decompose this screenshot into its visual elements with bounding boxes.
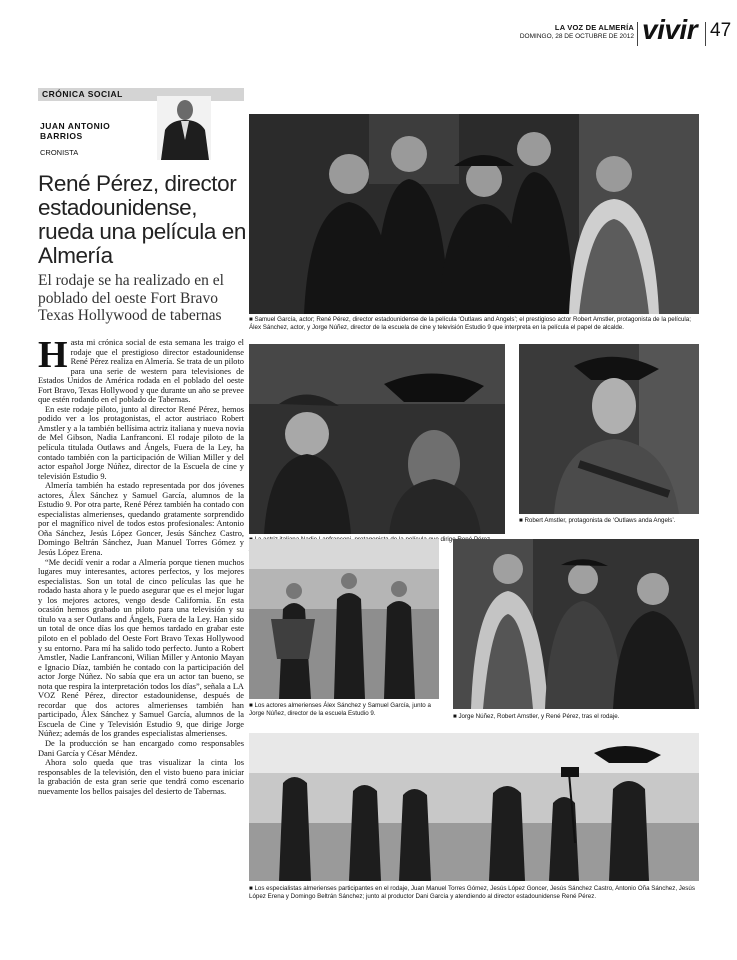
group-photo [249, 114, 699, 314]
body-paragraph: En este rodaje piloto, junto al director René Pérez, hemos podido ver a los protagonistas, el actor austriaco Robert Amstler y a la también bellísima actriz italiana y nueva novia de Mel Gibson, Nadia Lanfranconi. El rodaje piloto de la película titulada Outlaws and Ángels, Fuera de la Ley, ha contado también con la participación de Wilian Miller y del actor español Jorge Núñez, director de la Escuela de cine y televisión Estudio 9. [38, 404, 244, 481]
author-name: JUAN ANTONIO BARRIOS [40, 121, 111, 141]
dropcap: H [38, 338, 68, 376]
crew-photo [249, 733, 699, 881]
body-paragraph: Ahora solo queda que tras visualizar la cinta los responsables de la televisión, den el visto bueno para iniciar la grabación de esta gran serie que tendrá como escenario nuevamente los bellos paisajes del desierto de Tabernas. [38, 758, 244, 796]
photo-caption: ■ Robert Amstler, protagonista de ‘Outlaws anda Angels’. [519, 517, 676, 524]
section-rubric: CRÓNICA SOCIAL [38, 88, 244, 101]
author-portrait [157, 96, 211, 160]
header-divider [705, 22, 706, 46]
body-paragraph: “Me decidí venir a rodar a Almería porque tienen muchos lugares muy interesantes, actores perfectos, y los mejores especialistas. Son un total de cinco películas las que he rodado hasta ahora y le puedo asegurar que es el mejor lugar y los mejores actores, vengo desde California. En esta ocasión hemos grabado un piloto para una televisión y su título va a ser Outlans and Ángels, Fuera de la Ley. Han sido un total de once días los que hemos tardado en grabar este piloto en el poblado del Oeste Fort Bravo Texas Hollywood y su entorno. Para mí ha salido todo perfecto. Junto a Robert Amstler, Nadie Lanfranconi, Wilian Miller y Antonio Mayan e Ignacio Díaz, también he contado con la participación del actor Jorge Núñez. No sabía que era un actor tan bueno, se nota que respira la interpretación todos los días”, señala a LA VOZ René Pérez, director estadounidense, después de recordar que dos actores almerienses también han participado, Álex Sánchez y Samuel García, alumnos de la Escuela de Cine y Televisión Estudio 9, que dirige Jorge Núñez; además de los grandes especialistas almerienses. [38, 557, 244, 739]
amstler-photo [519, 344, 699, 514]
header-divider [637, 22, 638, 46]
photo-caption: ■ Los actores almerienses Álex Sánchez y Samuel García, junto a Jorge Núñez, director de la escuela Estudio 9. [249, 702, 431, 717]
photo-caption: ■ Jorge Núñez, Robert Amstler, y René Pérez, tras el rodaje. [453, 713, 620, 720]
body-paragraph: Almería también ha estado representada por dos jóvenes actores, Álex Sánchez y Samuel García, alumnos de la Estudio 9. Por otra parte, René Pérez también ha contado con especialistas almerienses, quedando gratamente sorprendido por el magnífico nivel de todos estos profesionales: Antonio Oña Sánchez, Jesús López Goncer, Jesús Sánchez Castro, Domingo Beltrán Sánchez, Juan Manuel Torres Gómez y Jesús López Erena. [38, 481, 244, 558]
publication-date: DOMINGO, 28 DE OCTUBRE DE 2012 [519, 33, 634, 40]
photo-caption: ■ Samuel García, actor; René Pérez, director estadounidense de la película ‘Outlaws and Angels’; el prestigioso actor Robert Amstler, protagonista de la película; Álex Sánchez, actor, y Jorge Núñez, director de la escuela de cine y televisión Estudio 9 que interpreta en la película el papel de alcalde. [249, 316, 691, 331]
actors-photo [249, 539, 439, 699]
author-role: CRONISTA [40, 148, 79, 157]
actress-photo [249, 344, 505, 534]
photo-caption: ■ Los especialistas almerienses participantes en el rodaje, Juan Manuel Torres Gómez, Jesús López Goncer, Jesús Sánchez Castro, Antonio Oña Sánchez, Jesús López Erena y Domingo Beltrán Sánchez; junto al productor Dani García y atendiendo al director estadounidense René Pérez. [249, 885, 695, 900]
trio-photo [453, 539, 699, 709]
article-body [38, 338, 244, 910]
headline: René Pérez, director estadounidense, rueda una película en Almería [38, 171, 247, 268]
page-number: 47 [710, 20, 732, 41]
photo-caption: dirige [440, 536, 456, 543]
body-paragraph: De la producción se han encargado como responsables Dani García y César Méndez. [38, 738, 244, 758]
subheadline: El rodaje se ha realizado en el poblado del oeste Fort Bravo Texas Hollywood de tabernas [38, 272, 224, 324]
publication-name: LA VOZ DE ALMERÍA [554, 23, 634, 32]
section-title: vivir [642, 14, 698, 45]
body-paragraph: Hasta mi crónica social de esta semana les traigo el rodaje que el prestigioso director estadounidense René Pérez realiza en Almería. Se trata de un piloto para una serie de western para televisiones de Estados Unidos de América rodada en el poblado del oeste Fort Bravo, Texas Hollywood y que durante un año se prevee que estén rodando en el poblado de Tabernas. [38, 338, 244, 405]
